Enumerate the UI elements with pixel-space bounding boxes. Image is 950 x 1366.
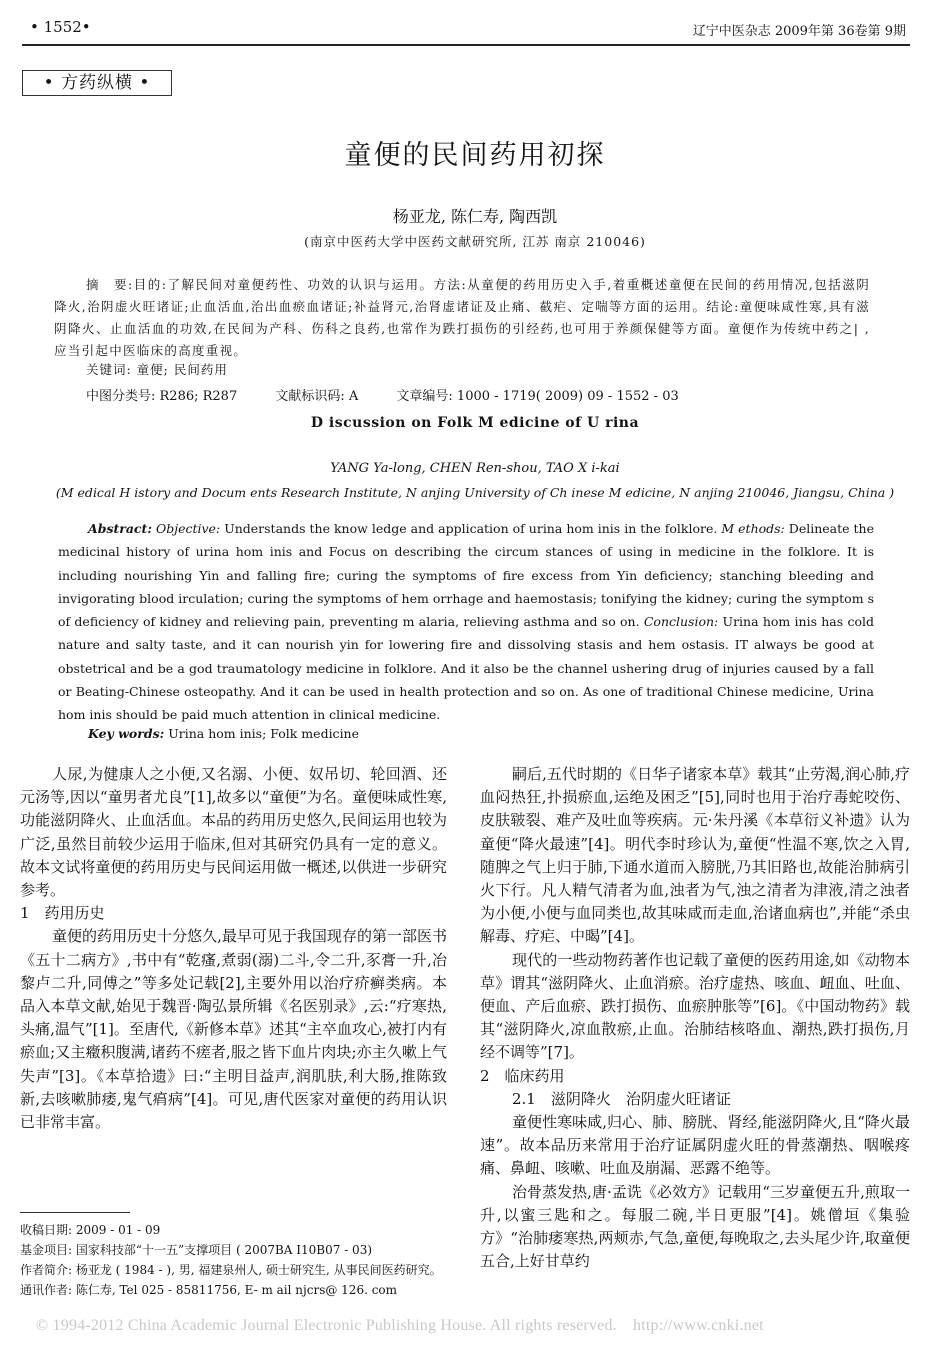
conclusion-label: Conclusion: [643,614,719,630]
abstract-en-label: Abstract: [88,521,152,536]
affiliation: (南京中医药大学中医药文献研究所, 江苏 南京 210046) [304,234,646,249]
journal-info: 辽宁中医杂志 2009年第 36卷第 9期 [692,24,906,39]
cnki-watermark: © 1994-2012 China Academic Journal Electronic Publishing House. All rights reserved. http://www.cnki.net [36,1317,764,1334]
english-title: D iscussion on Folk M edicine of U rina [310,415,640,431]
subsection-heading-2-1: 2.1 滋阴降火 治阴虚火旺诸证 [512,1089,731,1108]
conclusion-text: Urina hom inis has cold nature and salty taste, and it can nourish yin for lowering fire and dissolving stasis and hem ostasis. IT always be good at obstetrical and be a god traumatology medicine in folklore. And it also be the channel ushering drug of injuries caused by a fall or Beating-Chinese osteopathy. And it can be used in health protection and so on. As one of traditional Chinese medicine, Urina hom inis should be paid much attention in clinical medicine. [58,614,874,723]
later-history-paragraph: 嗣后,五代时期的《日华子诸家本草》载其“止劳渴,润心肺,疗血闷热狂,扑损瘀血,运绝及困乏”[5],同时也用于治疗毒蛇咬伤、皮肤皲裂、难产及吐血等疾病。元·朱丹溪《本草衍义补遗》认为童便“降火最速”[4]。明代李时珍认为,童便“性温不寒,饮之入胃,随脾之气上归于肺,下通水道而入膀胱,乃其旧路也,故能治肺病引火下行。凡人精气清者为血,浊者为气,浊之清者为津液,清之浊者为小便,小便与血同类也,故其味咸而走血,治诸血病也”,并能“杀虫解毒、疗疟、中暍”[4]。 [480,765,910,946]
body-left-column [20,763,447,1134]
article-number: 文章编号: 1000 - 1719( 2009) 09 - 1552 - 03 [396,389,679,404]
page-number: • 1552• [30,18,91,36]
modern-paragraph: 现代的一些动物药著作也记载了童便的医药用途,如《动物本草》谓其“滋阴降火、止血消瘀。治疗虚热、咳血、衄血、吐血、便血、产后血瘀、跌打损伤、血瘀肿胀等”[6]。《中国动物药》载其“滋阴降火,凉血散瘀,止血。治肺结核咯血、潮热,跌打损伤,月经不调等”[7]。 [480,950,910,1062]
keywords-cn: 关键词: 童便; 民间药用 [86,362,228,377]
section-heading-2: 2 临床药用 [480,1066,565,1085]
abstract-cn-label: 摘 要: [86,277,134,292]
intro-paragraph: 人尿,为健康人之小便,又名溺、小便、奴吊切、轮回酒、还元汤等,因以“童男者尤良”[1],故多以“童便”为名。童便味咸性寒,功能滋阴降火、止血活血。本品的药用历史悠久,民间运用也较为广泛,虽然目前较少运用于临床,但对其研究仍具有一定的意义。故本文试将童便的药用历史与民间运用做一概述,以供进一步研究参考。 [20,765,447,900]
correspondence: 通讯作者: 陈仁寿, Tel 025 - 85811756, E- m ail njcrs@ 126. com [20,1283,398,1297]
section-label: • 方药纵横 • [22,70,172,96]
objective-label: Objective: [155,521,221,536]
bone-steaming-paragraph: 治骨蒸发热,唐·孟诜《必效方》记载用“三岁童便五升,煎取一升,以蜜三匙和之。每服二碗,半日更服”[4]。姚僧垣《集验方》“治肺痿寒热,两颊赤,气急,童便,每晚取之,去头尾少许,取童便五合,上好甘草约 [480,1182,910,1271]
yin-fire-paragraph: 童便性寒味咸,归心、肺、膀胱、肾经,能滋阴降火,且“降火最速”。故本品历来常用于治疗证属阴虚火旺的骨蒸潮热、咽喉疼痛、鼻衄、咳嗽、吐血及崩漏、恶露不绝等。 [480,1113,910,1178]
received-date: 收稿日期: 2009 - 01 - 09 [20,1223,161,1237]
classification [86,385,713,404]
fund-info: 基金项目: 国家科技部“十一五”支撑项目 ( 2007BA I10B07 - 03) [20,1243,373,1257]
history-paragraph: 童便的药用历史十分悠久,最早可见于我国现存的第一部医书《五十二病方》,书中有“乾瘙,煮弱(溺)二斗,令二升,豕膏一升,冶黎卢二升,同傅之”等多处记载[2],主要外用以治疗疥癣类病。本品入本草文献,始见于魏晋·陶弘景所辑《名医别录》,云:“疗寒热,头痛,温气”[1]。至唐代,《新修本草》述其“主卒血攻心,被打内有瘀血;又主癥积腹满,诸药不瘥者,服之皆下血片肉块;亦主久嗽上气失声”[3]。《本草拾遗》曰:“主明目益声,润肌肤,利大肠,推陈致新,去咳嗽肺痿,鬼气㾓病”[4]。可见,唐代医家对童便的药用认识已非常丰富。 [20,927,447,1132]
author-intro: 作者简介: 杨亚龙 ( 1984 - ), 男, 福建泉州人, 硕士研究生, 从事民间医药研究。 [20,1263,442,1277]
article-title: 童便的民间药用初探 [344,140,606,171]
abstract-en [58,517,874,727]
footnote-rule [20,1212,130,1213]
keywords-en-label: Key words: [88,726,165,741]
abstract-cn-text: 目的:了解民间对童便药性、功效的认识与运用。方法:从童便的药用历史入手,着重概述童便在民间的药用情况,包括滋阴降火,治阴虚火旺诸证;止血活血,治出血瘀血诸证;补益肾元,治肾虚诸证及止痛、截疟、定喘等方面的运用。结论:童便味咸性寒,具有滋阴降火、止血活血的功效,在民间为产科、伤科之良药,也常作为跌打损伤的引经药,也可用于养颜保健等方面。童便作为传统中药之| ,应当引起中医临床的高度重视。 [54,277,871,358]
clc-number: 中图分类号: R286; R287 [86,389,238,404]
body-right-column [480,763,910,1273]
abstract-cn [54,274,870,362]
keywords-en-text: Urina hom inis; Folk medicine [168,726,360,741]
keywords-en [88,726,359,741]
english-affiliation: (M edical H istory and Docum ents Research Institute, N anjing University of Ch inese M edicine, N anjing 210046, Jiangsu, China ) [55,485,895,500]
footnotes [20,1220,450,1300]
header-rule [22,44,910,46]
english-authors: YANG Ya-long, CHEN Ren-shou, TAO X i-kai [330,461,620,476]
authors: 杨亚龙, 陈仁寿, 陶西凯 [392,207,558,226]
section-heading-1: 1 药用历史 [20,904,105,923]
methods-text: Delineate the medicinal history of urina hom inis and Focus on describing the circum stances of using in medicine in the folklore. It is including nourishing Yin and falling fire; curing the symptoms of fire excess from Yin deficiency; stanching bleeding and invigorating blood irculation; curing the symptoms of hem orrhage and haemostasis; tonifying the kidney; curing the symptom s of deficiency of kidney and relieving pain, preventing m alaria, relieving asthma and so on. [58,521,875,630]
methods-label: M ethods: [721,521,785,536]
doc-code: 文献标识码: A [275,389,359,404]
objective-text: Understands the know ledge and application of urina hom inis in the folklore. [224,521,718,536]
